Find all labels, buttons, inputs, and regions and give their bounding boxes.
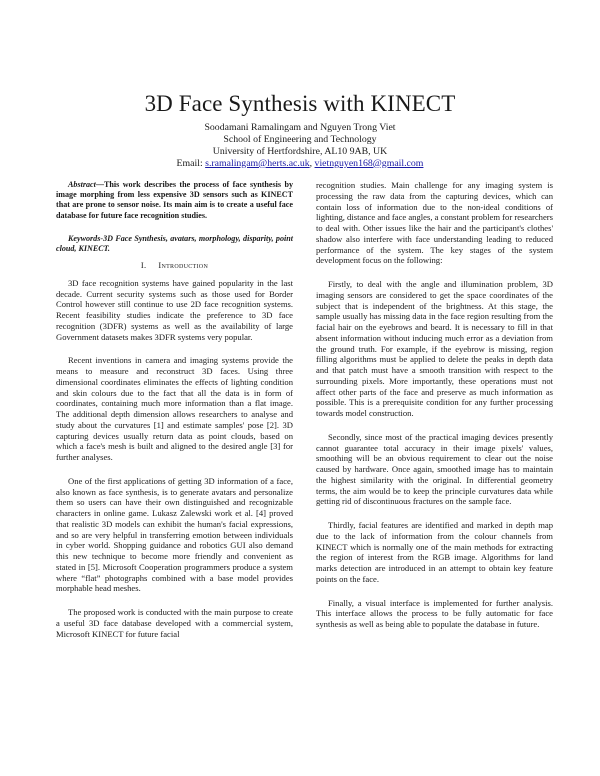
paragraph-right-2: Firstly, to deal with the angle and illumination problem, 3D imaging sensors are considered to get the space coordinates of the subject that is independent of the brightness. At this stage, the sample usually has missing data in the face region resulting from the facial hair on the eyebrows and beard. It is necessary to fill in that absent information without inducing much error as a deviation from the ground truth. For example, if the eyebrow is missing, region filling algorithms must be applied to delete the peaks in depth data and that patch must have a smooth transition with respect to the surrounding pixels. More importantly, these operations must not affect other parts of the face and preserve as much information as possible. This is a prerequisite condition for any further processing towards model construction.: [316, 279, 553, 418]
email-link-2[interactable]: vietnguyen168@gmail.com: [314, 157, 424, 169]
abstract-label: Abstract: [68, 180, 96, 189]
right-column: [316, 180, 553, 630]
author-names: Soodamani Ramalingam and Nguyen Trong Viet: [204, 122, 396, 133]
keywords-text: Keywords-3D Face Synthesis, avatars, morphology, disparity, point cloud, KINECT.: [56, 233, 293, 254]
section-title: Introduction: [158, 261, 209, 271]
paragraph-right-4: Thirdly, facial features are identified and marked in depth map due to the lack of information from the colour channels from KINECT which is normally one of the main methods for extracting the region of interest from the RGB image. Algorithms for land marks detection are introduced in an attempt to obtain key feature points on the face.: [316, 520, 553, 584]
paragraph-right-1: recognition studies. Main challenge for any imaging system is processing the raw data from the capturing devices, which can contain loss of information due to the non-ideal conditions of lighting, distance and face angles, a constant problem for researchers to deal with. Other issues like the hair and the participant's clothes' shadow also interfere with face understanding leading to reduced performance of the system. The key stages of the system development focus on the following:: [316, 180, 553, 266]
author-email-line: [0, 158, 600, 170]
paper-title: 3D Face Synthesis with KINECT: [144, 91, 456, 116]
paragraph-left-1: 3D face recognition systems have gained popularity in the last decade. Current security systems such as those used for Border Control however still continue to use 2D face recognition systems. Recent feasibility studies indicate the preference to 3D face recognition (3DFR) systems as well as the availability of large Government datasets makes 3DFR systems very popular.: [56, 277, 293, 342]
paragraph-left-2: Recent inventions in camera and imaging systems provide the means to measure and reconstruct 3D faces. Using three dimensional coordinates eliminates the effects of lighting condition and skin colours due to the fact that all the data is in form of coordinates, containing much more information than a flat image. The additional depth dimension allows researchers to analyse and study about the curvatures [1] and estimate samples' pose [2]. 3D capturing devices usually return data as point clouds, based on which a face's mesh is built and aligned to the desired angle [3] for further analyses.: [56, 355, 293, 463]
author-school: School of Engineering and Technology: [223, 133, 377, 145]
abstract-text: —This work describes the process of face synthesis by image morphing from less expensive 3D sensors such as KINECT that are prone to sensor noise. Its main aim is to create a useful face database for future face recognition studies.: [56, 180, 293, 220]
paragraph-left-3: One of the first applications of getting 3D information of a face, also known as face synthesis, is to generate avatars and personalize them so users can have their own distinguished and recognizable characters in online game. Lukasz Zalewski work et al. [4] proved that realistic 3D models can exhibit the human's facial expressions, and so are very helpful in transferring emotion between individuals in cyber world. Shopping guidance and robotics GUI also demand this new technique to become more friendly and convenient as stated in [5]. Microsoft Cooperation programmers produce a system where “flat” photographs combined with a base model provides morphable head meshes.: [56, 475, 293, 594]
author-block: [0, 122, 600, 170]
paragraph-right-5: Finally, a visual interface is implemented for further analysis. This interface allows the process to be fully automatic for face synthesis as well as being able to populate the database in future.: [316, 597, 553, 629]
section-number: I.: [140, 261, 147, 271]
author-university: University of Hertfordshire, AL10 9AB, UK: [212, 145, 388, 157]
abstract: [56, 180, 293, 221]
paragraph-left-4: The proposed work is conducted with the main purpose to create a useful 3D face database developed with a commercial system, Microsoft KINECT for future facial: [56, 607, 293, 639]
email-separator: ,: [309, 157, 315, 169]
email-label: Email:: [176, 157, 206, 169]
email-link-1[interactable]: s.ramalingam@herts.ac.uk: [205, 157, 310, 169]
section-heading-introduction: [56, 261, 293, 272]
keywords: [56, 234, 293, 254]
left-column: [56, 180, 293, 639]
paragraph-right-3: Secondly, since most of the practical imaging devices presently cannot guarantee total accuracy in their image pixels' values, smoothing will be an obvious requirement to clear out the noise caused by hardware. Once again, smoothed image has to maintain the highest similarity with the original. In differential geometry terms, the aim would be to keep the principle curvatures data while getting rid of discontinuous fractures on the sample face.: [316, 431, 553, 507]
